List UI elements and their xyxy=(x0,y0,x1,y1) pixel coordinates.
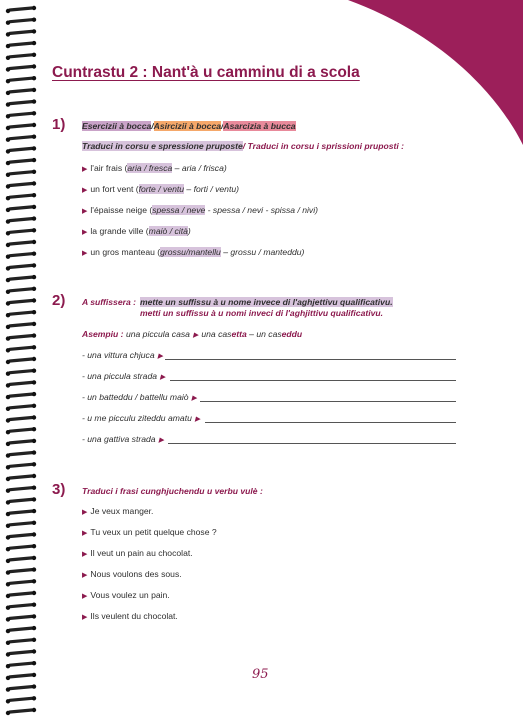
spiral-ring xyxy=(6,135,36,142)
suffix-item-text: - una piccula strada xyxy=(82,371,157,381)
section-2-label: A suffissera : xyxy=(82,297,136,307)
suffix-item-text: - un batteddu / battellu maiò xyxy=(82,392,189,402)
example-b: una cas xyxy=(201,329,232,339)
arrow-icon: ▶ xyxy=(82,229,88,236)
spiral-ring xyxy=(6,532,36,539)
arrow-icon: ▶ xyxy=(194,416,201,423)
instruction-variant-a: Traduci in corsu e spressione pruposte xyxy=(82,141,243,151)
answer-separator: / xyxy=(185,247,189,257)
answer-word-1: maiò xyxy=(148,226,168,236)
spiral-ring xyxy=(6,123,36,130)
spiral-ring xyxy=(6,462,36,469)
answer-line[interactable] xyxy=(165,359,456,360)
item-variants: - spessa / nevi - spissa / nivi) xyxy=(205,205,318,215)
spiral-ring xyxy=(6,287,36,294)
suffix-item xyxy=(82,350,166,360)
sentence-item xyxy=(82,569,182,579)
spiral-binding xyxy=(0,0,40,720)
spiral-ring xyxy=(6,146,36,153)
sentence-item xyxy=(82,611,178,621)
spiral-ring xyxy=(6,626,36,633)
spiral-ring xyxy=(6,252,36,259)
sentence-item xyxy=(82,527,217,537)
spiral-ring xyxy=(6,158,36,165)
spiral-ring xyxy=(6,638,36,645)
answer-word-1: spessa xyxy=(152,205,180,215)
spiral-ring xyxy=(6,591,36,598)
sentence-item xyxy=(82,590,170,600)
answer-word-1: forte xyxy=(138,184,156,194)
arrow-icon: ▶ xyxy=(191,395,197,402)
suffix-item-text: - u me picculu ziteddu amatu xyxy=(82,413,192,423)
answer-word-1: grossu xyxy=(160,247,186,257)
spiral-ring xyxy=(6,99,36,106)
suffix-item xyxy=(82,392,200,402)
answer-word-1: aria xyxy=(127,163,142,173)
arrow-icon: ▶ xyxy=(82,166,88,173)
item-answer-highlight xyxy=(139,184,184,194)
spiral-ring xyxy=(6,486,36,493)
item-prompt: la grande ville ( xyxy=(90,226,149,236)
example-line xyxy=(82,329,302,339)
spiral-ring xyxy=(6,357,36,364)
sentence-text: Je veux manger. xyxy=(90,506,154,516)
spiral-ring xyxy=(6,345,36,352)
arrow-icon: ▶ xyxy=(82,593,88,600)
section-1-number: 1) xyxy=(52,116,66,133)
answer-separator: / xyxy=(167,226,175,236)
spiral-ring xyxy=(6,263,36,270)
section-1-header xyxy=(82,121,296,131)
slash: / xyxy=(151,121,154,131)
arrow-icon: ▶ xyxy=(82,530,88,537)
spiral-ring xyxy=(6,333,36,340)
corner-decoration xyxy=(348,0,523,145)
spiral-ring xyxy=(6,18,36,25)
spiral-ring xyxy=(6,649,36,656)
header-variant-c: Asarcizia à bucca xyxy=(223,121,296,131)
spiral-ring xyxy=(6,216,36,223)
arrow-icon: ▶ xyxy=(158,437,164,444)
section-3-instruction: Traduci i frasi cunghjuchendu u verbu vulè : xyxy=(82,486,263,496)
sentence-item xyxy=(82,506,153,516)
answer-separator: / xyxy=(141,163,149,173)
answer-line[interactable] xyxy=(200,401,456,402)
spiral-ring xyxy=(6,53,36,60)
answer-word-2: mantellu xyxy=(188,247,221,257)
spiral-ring xyxy=(6,392,36,399)
item-prompt: l'air frais ( xyxy=(90,163,128,173)
page-number: 95 xyxy=(252,667,269,682)
item-prompt: l'épaisse neige ( xyxy=(90,205,153,215)
spiral-ring xyxy=(6,369,36,376)
page-title: Cuntrastu 2 : Nant'à u camminu di a scola xyxy=(52,64,360,81)
spiral-ring xyxy=(6,427,36,434)
instruction-variant-b: / Traduci in corsu i sprissioni pruposti : xyxy=(242,141,405,151)
arrow-icon: ▶ xyxy=(82,614,88,621)
spiral-ring xyxy=(6,579,36,586)
suffix-item xyxy=(82,371,168,381)
spiral-ring xyxy=(6,603,36,610)
section-2-instruction-b: metti un suffissu à u nomi inveci di l'aghjittivu qualificativu. xyxy=(140,308,384,318)
item-prompt: un fort vent ( xyxy=(90,184,139,194)
item-answer-highlight xyxy=(152,205,205,215)
spiral-ring xyxy=(6,661,36,668)
spiral-ring xyxy=(6,64,36,71)
translation-item xyxy=(82,163,227,173)
spiral-ring xyxy=(6,193,36,200)
spiral-ring xyxy=(6,228,36,235)
spiral-ring xyxy=(6,298,36,305)
spiral-ring xyxy=(6,450,36,457)
answer-word-2: ventu xyxy=(163,184,185,194)
spiral-ring xyxy=(6,76,36,83)
spiral-ring xyxy=(6,205,36,212)
answer-line[interactable] xyxy=(168,443,456,444)
spiral-ring xyxy=(6,240,36,247)
header-variant-b: Asircizii à bocca xyxy=(153,121,222,131)
arrow-icon: ▶ xyxy=(82,572,88,579)
item-prompt: un gros manteau ( xyxy=(90,247,161,257)
answer-separator: / xyxy=(179,205,187,215)
arrow-icon: ▶ xyxy=(82,509,88,516)
example-c-suffix: eddu xyxy=(281,329,303,339)
arrow-icon: ▶ xyxy=(82,208,88,215)
spiral-ring xyxy=(6,88,36,95)
spiral-ring xyxy=(6,521,36,528)
sentence-text: Tu veux un petit quelque chose ? xyxy=(90,527,217,537)
answer-word-2: fresca xyxy=(148,163,173,173)
suffix-item xyxy=(82,413,203,423)
spiral-ring xyxy=(6,708,36,715)
spiral-ring xyxy=(6,614,36,621)
spiral-ring xyxy=(6,415,36,422)
spiral-ring xyxy=(6,380,36,387)
spiral-ring xyxy=(6,439,36,446)
example-b-suffix: etta xyxy=(231,329,247,339)
arrow-icon: ▶ xyxy=(157,353,163,360)
spiral-ring xyxy=(6,696,36,703)
item-variants: – grossu / manteddu) xyxy=(220,247,305,257)
section-1-instruction xyxy=(82,141,404,151)
header-variant-a: Esercizii à bocca xyxy=(82,121,152,131)
sentence-text: Nous voulons des sous. xyxy=(90,569,182,579)
translation-item xyxy=(82,184,239,194)
translation-item xyxy=(82,247,304,257)
spiral-ring xyxy=(6,509,36,516)
spiral-ring xyxy=(6,474,36,481)
spiral-ring xyxy=(6,111,36,118)
suffix-item-text: - una gattiva strada xyxy=(82,434,156,444)
spiral-ring xyxy=(6,684,36,691)
spiral-ring xyxy=(6,41,36,48)
spiral-ring xyxy=(6,544,36,551)
spiral-ring xyxy=(6,556,36,563)
translation-item xyxy=(82,226,191,236)
item-answer-highlight xyxy=(149,226,188,236)
item-answer-highlight xyxy=(160,247,221,257)
section-2-instruction-a xyxy=(140,297,393,307)
arrow-icon: ▶ xyxy=(192,332,199,339)
translation-item xyxy=(82,205,318,215)
answer-line[interactable] xyxy=(170,380,456,381)
arrow-icon: ▶ xyxy=(160,374,166,381)
item-answer-highlight xyxy=(127,163,172,173)
spiral-ring xyxy=(6,29,36,36)
spiral-ring xyxy=(6,275,36,282)
example-label: Asempiu : xyxy=(82,329,124,339)
sentence-text: Il veut un pain au chocolat. xyxy=(90,548,193,558)
spiral-ring xyxy=(6,170,36,177)
arrow-icon: ▶ xyxy=(82,187,88,194)
spiral-ring xyxy=(6,567,36,574)
answer-word-2: neve xyxy=(186,205,206,215)
spiral-ring xyxy=(6,673,36,680)
spiral-ring xyxy=(6,322,36,329)
section-2-number: 2) xyxy=(52,292,66,309)
sentence-text: Ils veulent du chocolat. xyxy=(90,611,178,621)
item-variants: ) xyxy=(187,226,191,236)
answer-word-2: cità xyxy=(174,226,188,236)
spiral-ring xyxy=(6,6,36,13)
spiral-ring xyxy=(6,310,36,317)
spiral-ring xyxy=(6,181,36,188)
section-3-number: 3) xyxy=(52,481,66,498)
item-variants: – aria / frisca) xyxy=(172,163,227,173)
item-variants: – forti / ventu) xyxy=(184,184,239,194)
answer-line[interactable] xyxy=(205,422,456,423)
example-c: – un cas xyxy=(246,329,282,339)
suffix-item-text: - una vittura chjuca xyxy=(82,350,155,360)
arrow-icon: ▶ xyxy=(82,551,88,558)
example-a: una piccula casa xyxy=(125,329,190,339)
answer-separator: / xyxy=(155,184,164,194)
spiral-ring xyxy=(6,404,36,411)
sentence-item xyxy=(82,548,193,558)
sentence-text: Vous voulez un pain. xyxy=(90,590,170,600)
instruction-text: mette un suffissu à u nome invece di l'aghjettivu qualificativu. xyxy=(140,297,393,307)
arrow-icon: ▶ xyxy=(82,250,88,257)
spiral-ring xyxy=(6,497,36,504)
suffix-item xyxy=(82,434,167,444)
